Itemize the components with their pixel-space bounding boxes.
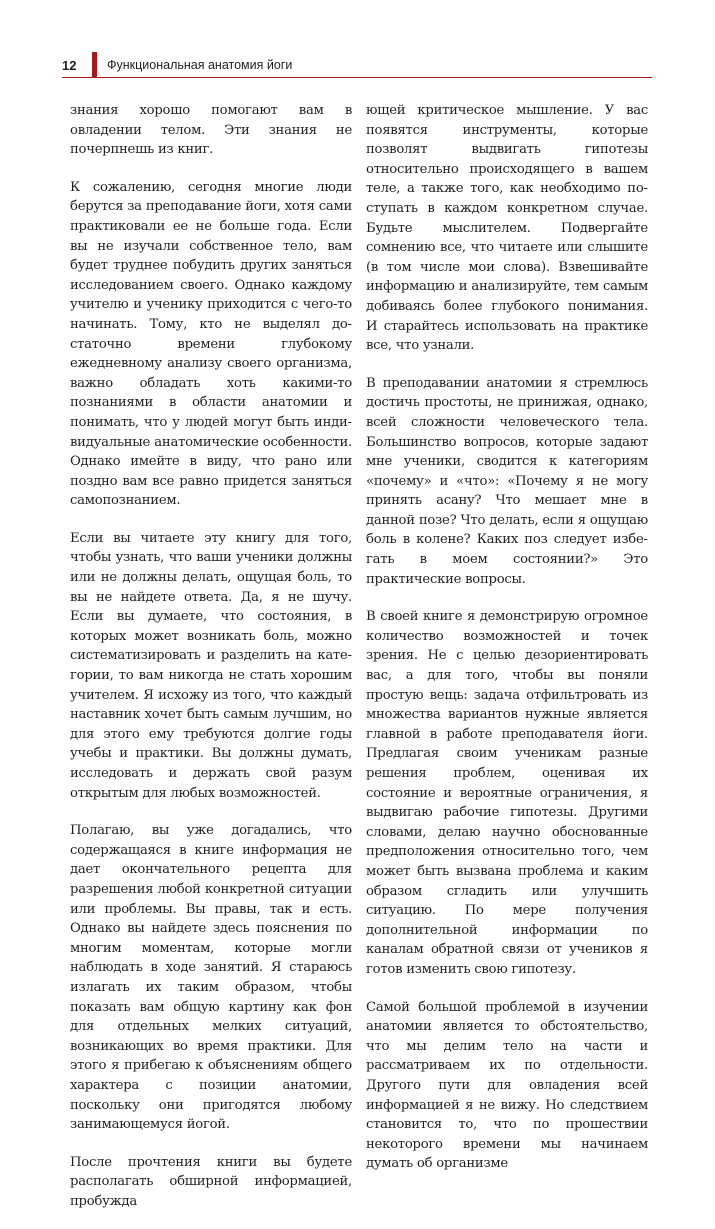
paragraph: В преподавании анатомии я стремлюсь достичь простоты, не принижая, однако, всей сложности человеческого тела. Большинство вопросов, которые задают мне ученики, сводится к категориям «почему» и «что»: «Почему я не могу принять асану? Что мешает мне в данной позе? Что делать, если я ощущаю боль в колене? Каких поз следует избегать в моем состоянии?» Это практические вопросы. (366, 375, 648, 587)
paragraph: К сожалению, сегодня многие люди берутся за преподавание йоги, хотя сами практиковали ее не больше года. Если вы не изучали собственное тело, вам будет труднее побудить других заняться исследованием своего. Однако каждому учителю и ученику приходится с чего-то начинать. Тому, кто не выделял достаточно времени глубокому ежедневному анализу своего организма, важно обладать хоть какими-то познаниями в области анатомии и понимать, что у людей могут быть индивидуальные анатомические особенности. Однако имейте в виду, что рано или поздно вам все равно придется заняться самопознанием. (70, 179, 352, 509)
page-header (62, 52, 292, 78)
paragraph: знания хорошо помогают вам в овладении телом. Эти знания не почерпнешь из книг. (70, 103, 352, 158)
paragraph: Если вы читаете эту книгу для того, чтобы узнать, что ваши ученики должны или не должны делать, ощущая боль, то вы не найдете ответа. Да, я не шучу. Если вы думаете, что состояния, в которых может возникать боль, можно систематизировать и разделить на категории, то вам никогда не стать хорошим учителем. Я исхожу из того, что каждый наставник хочет быть самым лучшим, но для этого ему требуются долгие годы учебы и практики. Вы должны думать, исследовать и держать свой разум открытым для любых возможностей. (70, 530, 352, 801)
paragraph: Самой большой проблемой в изучении анатомии является то обстоятельство, что мы делим тело на части и рассматриваем их по отдельности. Другого пути для овладения всей информацией я не вижу. Но следствием становится то, что по прошествии некоторого времени мы начинаем думать об организме (366, 999, 648, 1172)
paragraph: ющей критическое мышление. У вас появятся инструменты, которые позволят выдвигать гипотезы относительно происходящего в вашем теле, а также того, как необходимо поступать в каждом конкретном случае. Будьте мыслителем. Подвергайте сомнению все, что читаете или слышите (в том числе мои слова). Взвешивайте информацию и анализируйте, тем самым добиваясь более глубокого понимания. И старайтесь использовать на практике все, что узнали. (366, 103, 648, 354)
paragraph: В своей книге я демонстрирую огромное количество возможностей и точек зрения. Не с целью дезориентировать вас, а для того, чтобы вы поняли простую вещь: задача отфильтровать из множества вариантов нужные является главной в работе преподавателя йоги. Предлагая своим ученикам разные решения проблем, оценивая их состояние и вероятные ограничения, я выдвигаю рабочие гипотезы. Другими словами, делаю научно обоснованные предположения относительно того, чем может быть вызвана проблема и каким образом сгладить или улучшить ситуацию. По мере получения дополнительной информации по каналам обратной связи от учеников я готов изменить свою гипотезу. (366, 609, 648, 977)
paragraph: Полагаю, вы уже догадались, что содержащаяся в книге информация не дает окончательного рецепта для разрешения любой конкретной ситуации или проблемы. Вы правы, так и есть. Однако вы найдете здесь пояснения по многим моментам, которые могли наблюдать в ходе занятий. Я стараюсь излагать их таким образом, чтобы показать вам общую картину как фон для отдельных мелких ситуаций, возникающих во время практики. Для этого я прибегаю к объяснениям общего характера с позиции анатомии, поскольку они пригодятся любому занимающемуся йогой. (70, 823, 352, 1133)
header-rule (62, 77, 652, 78)
header-accent-bar (92, 52, 97, 78)
paragraph: После прочтения книги вы будете располагать обширной информацией, пробужда (70, 1154, 352, 1209)
running-title: Функциональная анатомия йоги (107, 58, 293, 72)
right-column (366, 101, 648, 1192)
page-number: 12 (62, 57, 77, 73)
left-column (70, 101, 352, 1229)
